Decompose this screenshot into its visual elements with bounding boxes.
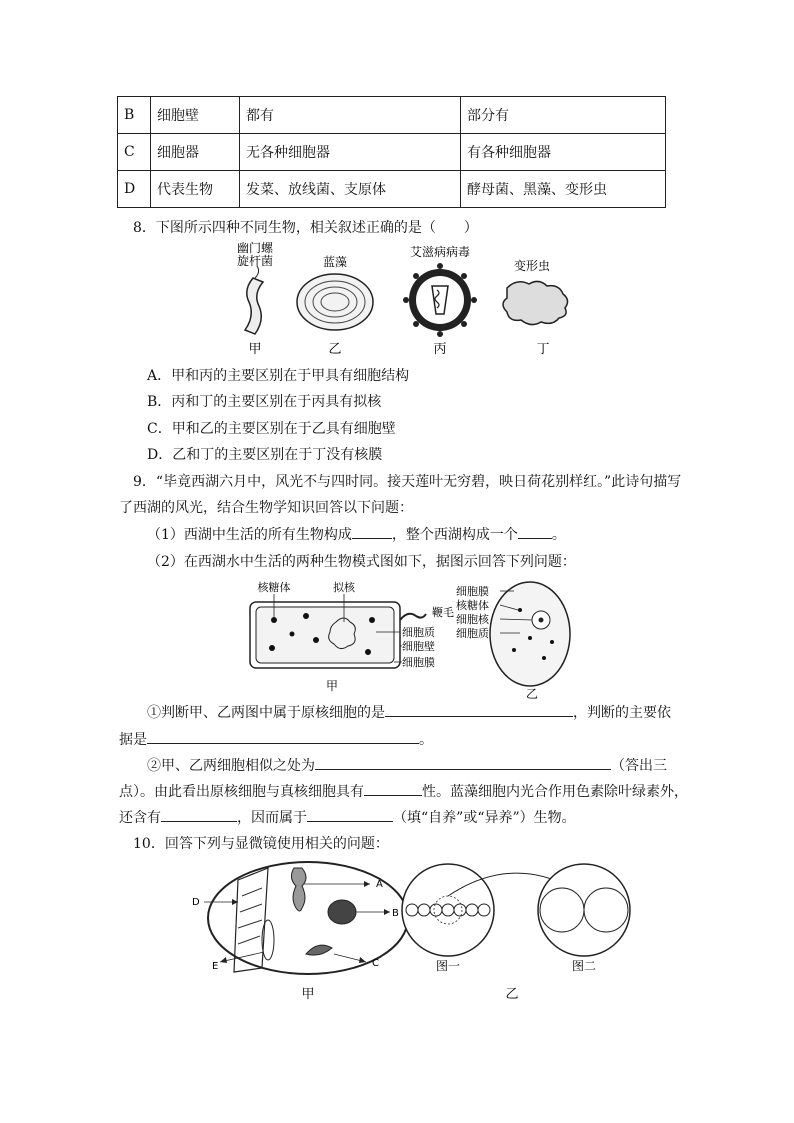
answer-blank[interactable] xyxy=(315,755,611,770)
table-row xyxy=(118,97,666,134)
figure-tag-jia-q10: 甲 xyxy=(301,987,315,1002)
label-ribosome: 核糖体 xyxy=(257,581,291,594)
table-cell: 有各种细胞器 xyxy=(461,134,666,171)
q9-q1-line2 xyxy=(119,729,433,750)
table-cell: 都有 xyxy=(240,97,461,134)
answer-blank[interactable] xyxy=(364,781,422,796)
label-c: C xyxy=(372,958,379,969)
label-cell-membrane: 细胞膜 xyxy=(402,656,435,669)
label-flagellum: 鞭毛 xyxy=(432,606,454,619)
q8-option-b: B．丙和丁的主要区别在于丙具有拟核 xyxy=(147,394,382,410)
q9-q2-text-e: 还含有 xyxy=(119,810,161,826)
answer-blank[interactable] xyxy=(385,702,573,717)
label-euk-ribosome: 核糖体 xyxy=(456,599,489,612)
answer-blank[interactable] xyxy=(161,807,237,822)
table-cell: B xyxy=(118,97,151,134)
q8-option-a: A．甲和丙的主要区别在于甲具有细胞结构 xyxy=(147,368,410,384)
q9-sub1 xyxy=(147,524,566,545)
q9-q2-text-b: （答出三 xyxy=(611,758,667,774)
table-cell: 细胞器 xyxy=(151,134,240,171)
flagellum-icon xyxy=(400,614,426,620)
label-e: E xyxy=(212,961,219,972)
label-cytoplasm: 细胞质 xyxy=(402,626,435,639)
q9-q1-text-b: ，判断的主要依 xyxy=(573,705,671,721)
q9-sub1-text-b: ，整个西湖构成一个 xyxy=(391,527,518,543)
q9-q2-line3 xyxy=(119,807,576,828)
label-nucleoid: 拟核 xyxy=(333,581,355,594)
figure2-label: 图二 xyxy=(571,959,597,973)
label-a: A xyxy=(376,879,383,890)
cell-b-icon xyxy=(328,900,356,924)
table-cell: C xyxy=(118,134,151,171)
q9-line1: 9．“毕竟西湖六月中，风光不与四时同。接天莲叶无穷碧，映日荷花别样红。”此诗句描写 xyxy=(133,474,682,490)
label-euk-cytoplasm: 细胞质 xyxy=(456,627,489,640)
comparison-table xyxy=(117,96,666,208)
label-cell-wall: 细胞壁 xyxy=(402,640,435,653)
q8-organisms-figure xyxy=(225,240,605,360)
q9-sub2: （2）在西湖水中生活的两种生物模式图如下，据图示回答下列问题： xyxy=(147,554,576,570)
eukaryote-cell-icon xyxy=(490,582,570,686)
figure1-label: 图一 xyxy=(435,959,461,973)
table-cell: D xyxy=(118,171,151,208)
q9-q2-line2 xyxy=(119,781,688,802)
table-row xyxy=(118,134,666,171)
figure-tag-yi-q10: 乙 xyxy=(505,987,519,1002)
organism-name-jia-2: 旋杆菌 xyxy=(236,254,274,268)
organism-name-ding: 变形虫 xyxy=(513,259,551,273)
q9-q2-text-c: 点）。由此看出原核细胞与真核细胞具有 xyxy=(119,784,364,800)
figure-tag-yi: 乙 xyxy=(525,687,539,700)
prokaryote-membrane-icon xyxy=(256,607,394,663)
q9-q1-text-c: 据是 xyxy=(119,732,147,748)
q9-q2-line1 xyxy=(147,755,667,776)
q9-q2-text-f: ，因而属于 xyxy=(237,810,307,826)
table-cell: 发菜、放线菌、支原体 xyxy=(240,171,461,208)
label-b: B xyxy=(392,908,399,919)
cyanobacteria-icon xyxy=(297,274,373,330)
organism-name-jia-1: 幽门螺 xyxy=(236,241,274,255)
q9-cells-figure xyxy=(244,580,584,700)
label-euk-membrane: 细胞膜 xyxy=(456,585,489,598)
answer-blank[interactable] xyxy=(518,524,552,539)
hiv-virus-icon xyxy=(403,263,477,337)
figure-tag-jia: 甲 xyxy=(325,679,339,693)
q9-q2-text-g: （填“自养”或“异养”）生物。 xyxy=(393,810,576,826)
table-cell: 部分有 xyxy=(461,97,666,134)
q9-sub1-text-c: 。 xyxy=(551,527,566,543)
table-row xyxy=(118,171,666,208)
q9-q2-text-d: 性。蓝藻细胞内光合作用色素除叶绿素外， xyxy=(422,784,688,800)
label-euk-nucleus: 细胞核 xyxy=(456,613,489,626)
organism-tag-ding: 丁 xyxy=(536,342,550,357)
q10-microscope-figure xyxy=(186,856,636,1006)
label-d: D xyxy=(192,897,200,908)
q9-q1-text-a: ①判断甲、乙两图中属于原核细胞的是 xyxy=(147,705,385,721)
q9-sub1-text-a: （1）西湖中生活的所有生物构成 xyxy=(147,527,352,543)
table-cell: 酵母菌、黑藻、变形虫 xyxy=(461,171,666,208)
q8-option-c: C．甲和乙的主要区别在于乙具有细胞壁 xyxy=(147,421,396,437)
figure1-view-icon xyxy=(402,864,494,956)
table-cell: 细胞壁 xyxy=(151,97,240,134)
table-cell: 代表生物 xyxy=(151,171,240,208)
q10-stem: 10．回答下列与显微镜使用相关的问题： xyxy=(133,836,389,852)
q8-stem: 8．下图所示四种不同生物，相关叙述正确的是（ ） xyxy=(133,220,478,236)
organism-tag-yi: 乙 xyxy=(328,342,342,357)
q9-q1-line1 xyxy=(147,702,671,723)
organism-name-bing: 艾滋病病毒 xyxy=(409,245,471,259)
table-cell: 无各种细胞器 xyxy=(240,134,461,171)
q9-q1-text-d: 。 xyxy=(419,732,433,748)
helicobacter-icon xyxy=(245,278,263,334)
q8-option-d: D．乙和丁的主要区别在于丁没有核膜 xyxy=(147,447,383,463)
q9-q2-text-a: ②甲、乙两细胞相似之处为 xyxy=(147,758,315,774)
answer-blank[interactable] xyxy=(307,807,393,822)
answer-blank[interactable] xyxy=(147,729,419,744)
amoeba-icon xyxy=(503,281,568,324)
organism-tag-jia: 甲 xyxy=(248,342,262,357)
q9-line2: 了西湖的风光，结合生物学知识回答以下问题： xyxy=(119,500,413,516)
organism-tag-bing: 丙 xyxy=(433,342,447,357)
answer-blank[interactable] xyxy=(352,524,392,539)
organism-name-yi: 蓝藻 xyxy=(322,255,348,269)
